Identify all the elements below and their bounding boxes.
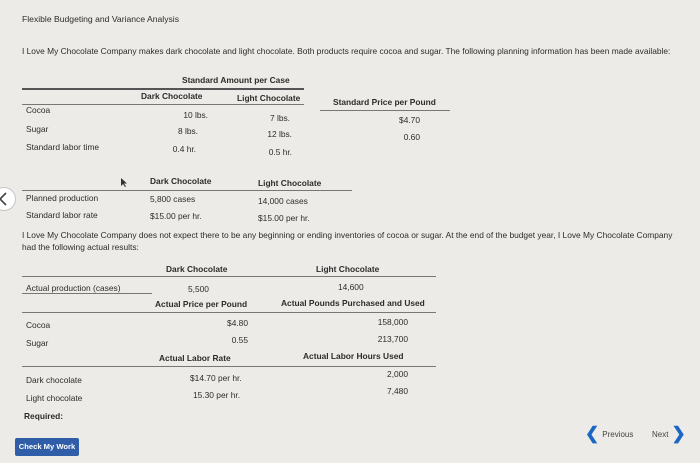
chevron-left-icon	[0, 192, 8, 206]
required-heading: Required:	[24, 411, 64, 421]
table-cell: 5,500	[188, 284, 209, 294]
table-cell: 14,600	[338, 282, 364, 292]
table-cell: 213,700	[377, 334, 408, 344]
col-header-dark: Dark Chocolate	[166, 264, 228, 274]
col-header-hours: Actual Labor Hours Used	[303, 351, 404, 361]
table-cell: $15.00 per hr.	[150, 211, 202, 221]
check-my-work-button[interactable]: Check My Work	[15, 438, 79, 456]
col-header-dark: Dark Chocolate	[150, 176, 212, 186]
table-cell: $14.70 per hr.	[190, 373, 242, 383]
table-row-label: Light chocolate	[26, 393, 83, 403]
table-row-label: Planned production	[26, 193, 99, 203]
table-cell: 7 lbs.	[269, 113, 290, 123]
table-row-label: Standard labor rate	[26, 210, 98, 220]
table-rule	[22, 190, 352, 191]
col-header-dark: Dark Chocolate	[141, 91, 203, 101]
table-rule	[22, 293, 152, 294]
table-rule	[22, 276, 436, 277]
previous-button[interactable]	[585, 426, 633, 442]
table-cell: 15.30 per hr.	[193, 390, 241, 400]
table-cell: 10 lbs.	[183, 110, 208, 120]
col-header-rate: Actual Labor Rate	[159, 353, 231, 363]
table-cell: 0.5 hr.	[268, 147, 292, 157]
mouse-cursor-icon	[120, 178, 128, 190]
table-cell: 0.60	[403, 132, 420, 142]
intro-paragraph: I Love My Chocolate Company makes dark chocolate and light chocolate. Both products require cocoa and sugar. The following planning information has been made available:	[22, 46, 671, 56]
col-header-price: Standard Price per Pound	[333, 97, 436, 107]
table-row-label: Sugar	[26, 338, 49, 348]
left-arrow-button[interactable]	[0, 187, 16, 211]
table-cell: 8 lbs.	[177, 126, 198, 136]
table-cell: 158,000	[377, 317, 408, 327]
table-row-label: Sugar	[26, 124, 49, 134]
table-rule	[22, 366, 436, 367]
table-cell: 0.55	[231, 335, 248, 345]
actual-intro-paragraph: I Love My Chocolate Company does not expect there to be any beginning or ending inventories of cocoa or sugar. At the end of the budget year, I Love My Chocolate Company had the following actual results:	[22, 230, 673, 252]
table-cell: 7,480	[387, 386, 408, 396]
next-label: Next	[652, 429, 669, 439]
table-cell: 5,800 cases	[150, 194, 196, 204]
col-header-pounds: Actual Pounds Purchased and Used	[281, 298, 425, 308]
chevron-left-icon: ❮	[585, 424, 600, 443]
table-rule	[22, 88, 304, 90]
table-row-label: Actual production (cases)	[26, 283, 121, 293]
standard-group-header: Standard Amount per Case	[182, 75, 290, 85]
table-cell: $4.70	[399, 115, 420, 125]
table-cell: 12 lbs.	[267, 129, 292, 139]
table-row-label: Cocoa	[26, 105, 51, 115]
previous-label: Previous	[602, 429, 634, 439]
table-row-label: Standard labor time	[26, 142, 100, 152]
table-cell: 2,000	[387, 369, 408, 379]
table-cell: 0.4 hr.	[172, 144, 196, 154]
col-header-light: Light Chocolate	[258, 178, 322, 188]
table-cell: $4.80	[227, 318, 248, 328]
table-rule	[22, 104, 304, 105]
page-title: Flexible Budgeting and Variance Analysis	[22, 14, 180, 24]
table-cell: 14,000 cases	[258, 196, 308, 206]
col-header-price: Actual Price per Pound	[155, 299, 248, 309]
table-row-label: Cocoa	[26, 320, 51, 330]
table-rule	[320, 110, 450, 111]
next-button[interactable]	[652, 426, 686, 442]
table-rule	[22, 312, 436, 313]
col-header-light: Light Chocolate	[316, 264, 380, 274]
chevron-right-icon: ❯	[671, 424, 686, 443]
col-header-light: Light Chocolate	[237, 93, 301, 103]
table-cell: $15.00 per hr.	[258, 213, 310, 223]
table-row-label: Dark chocolate	[26, 375, 82, 385]
